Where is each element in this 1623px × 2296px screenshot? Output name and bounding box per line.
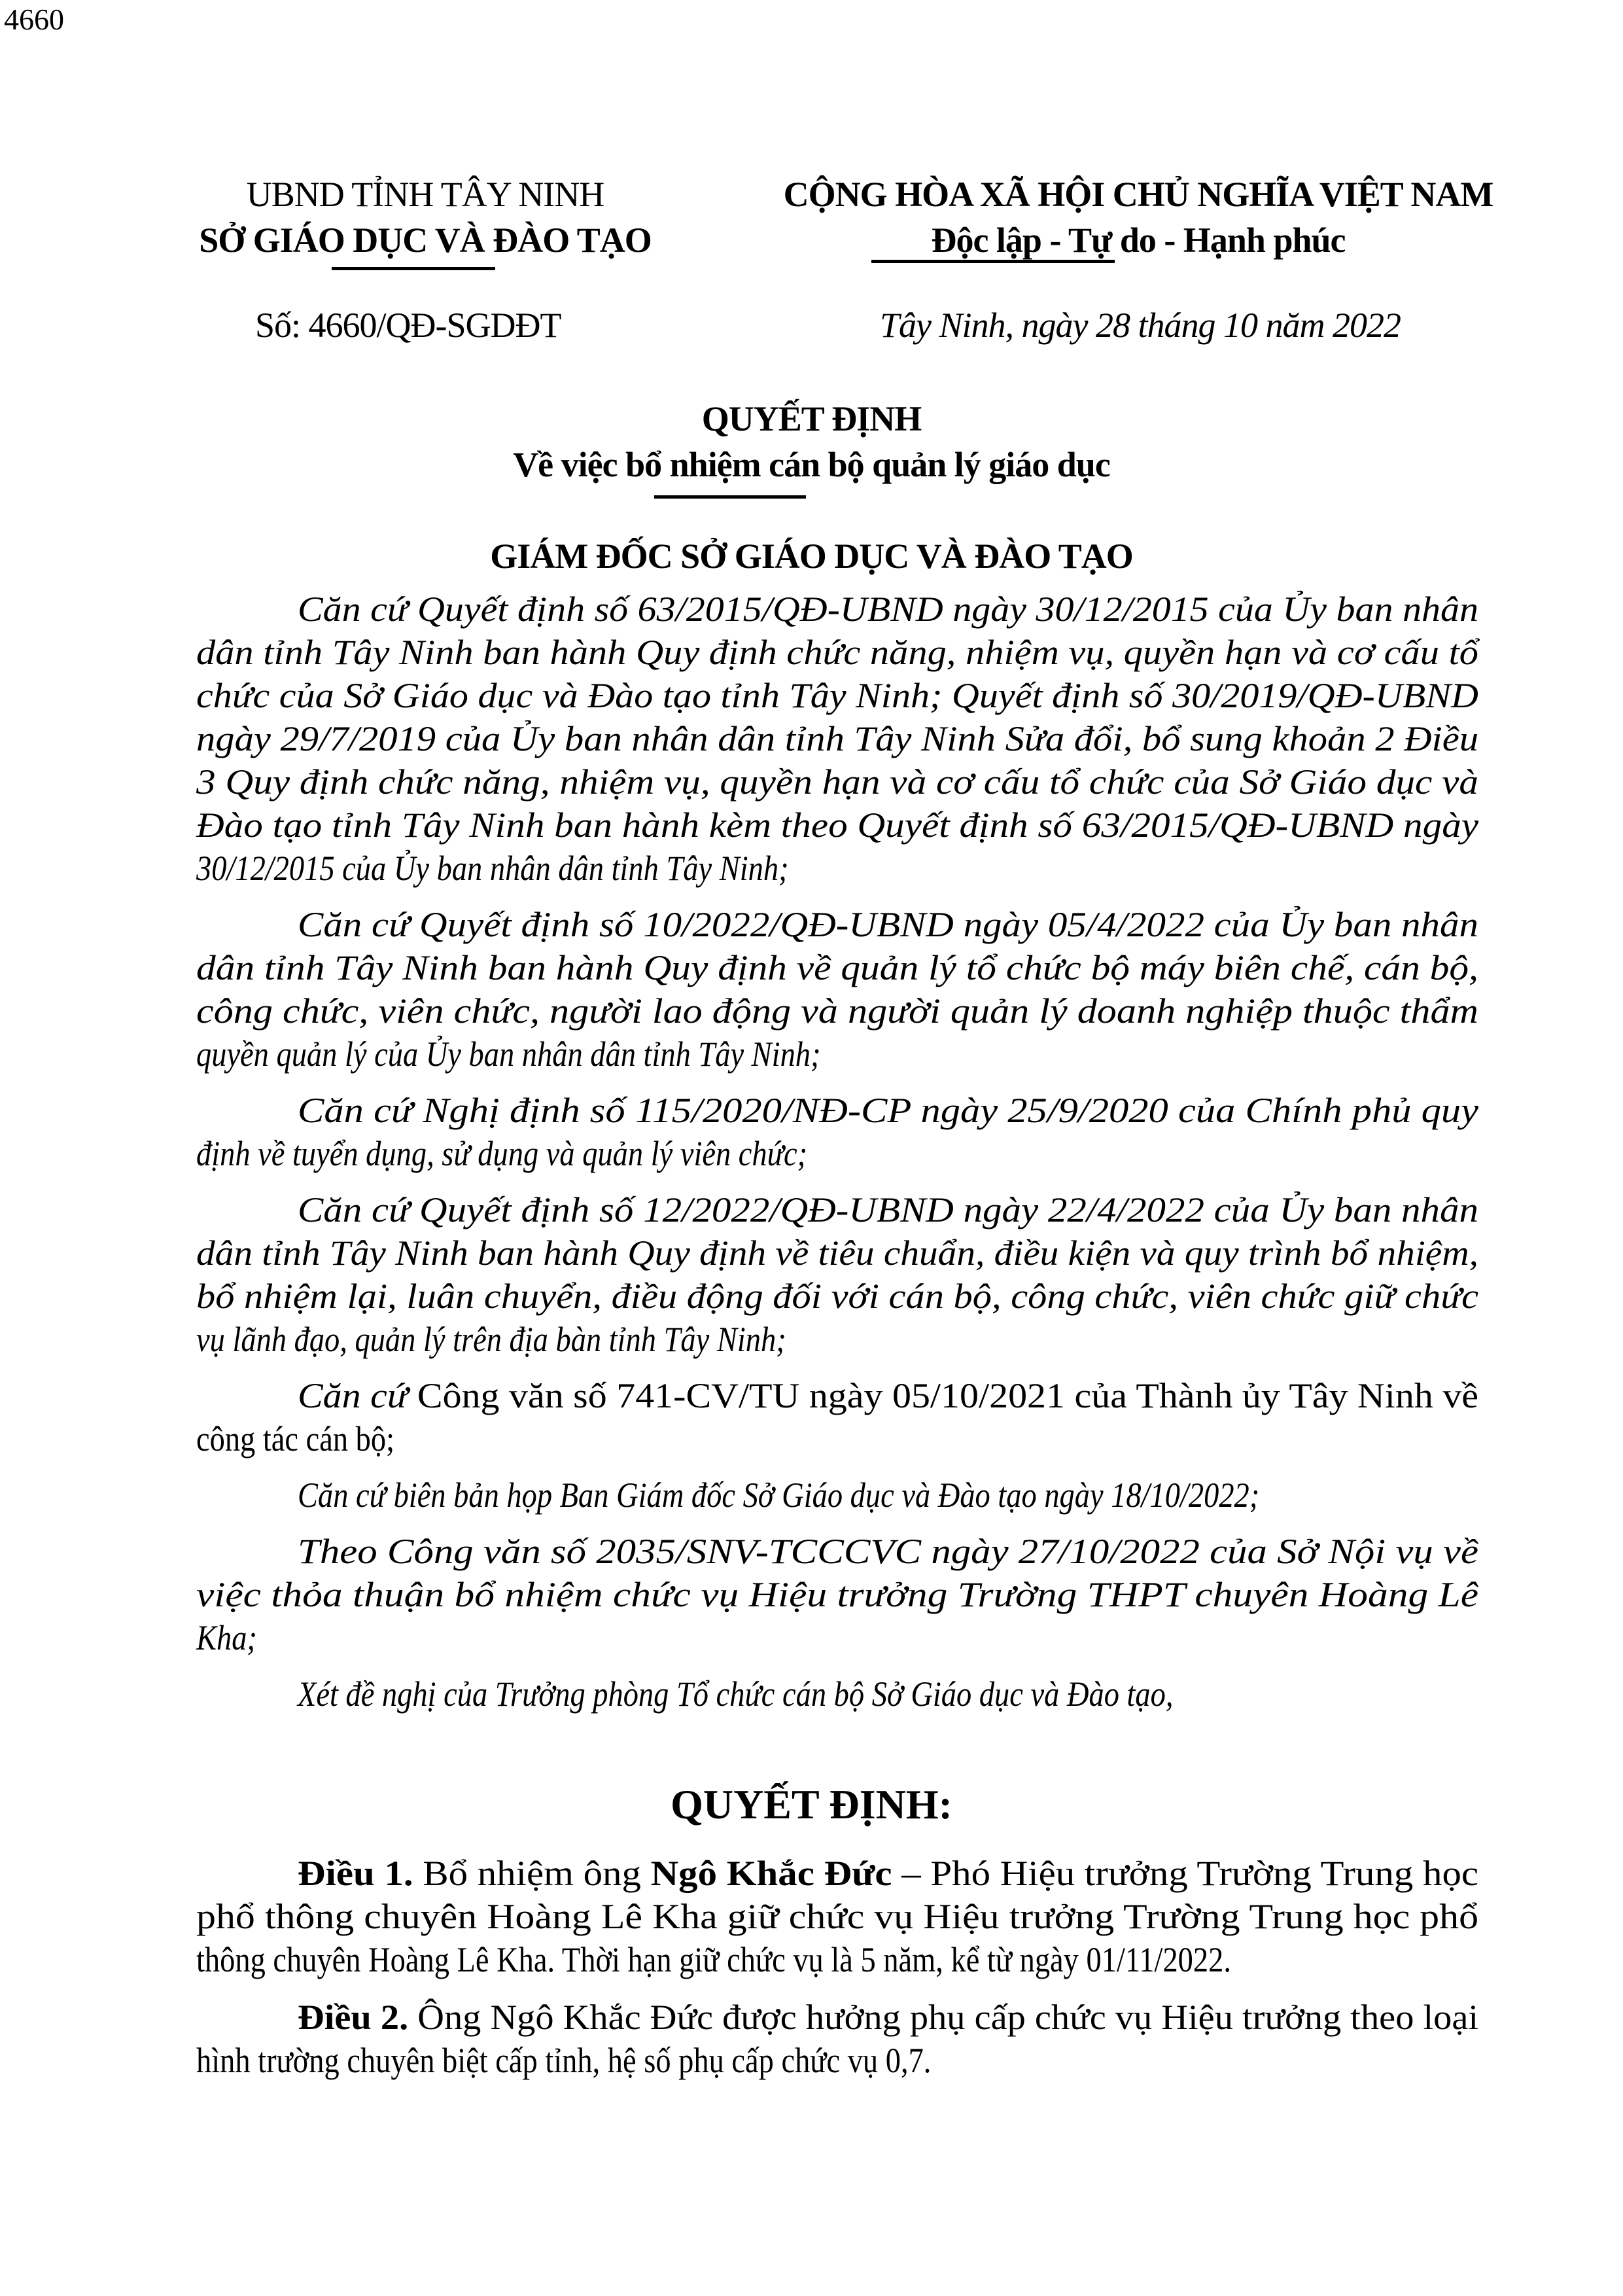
basis-paragraph <box>196 1374 1478 1460</box>
text-line <box>196 1852 1478 1895</box>
basis-text: dân tỉnh Tây Ninh ban hành Quy định về tiêu chuẩn, điều kiện và quy trình bổ nhiệm, <box>196 1233 1478 1273</box>
basis-text: Căn cứ biên bản họp Ban Giám đốc Sở Giáo dục và Đào tạo ngày 18/10/2022; <box>298 1475 1260 1515</box>
article-2 <box>196 1996 1478 2082</box>
basis-text: công tác cán bộ; <box>196 1419 395 1458</box>
basis-text: Căn cứ Quyết định số 63/2015/QĐ-UBND ngày 30/12/2015 của Ủy ban nhân <box>298 590 1478 629</box>
text-line <box>196 1996 1478 2039</box>
legal-bases <box>196 588 1478 1716</box>
text-line <box>196 1318 1478 1361</box>
text-line <box>196 1938 1478 1981</box>
motto: Độc lập - Tự do - Hạnh phúc <box>931 221 1346 260</box>
text-line <box>196 1033 1478 1076</box>
national-motto <box>713 171 1563 263</box>
text-line <box>196 1188 1478 1231</box>
document-subject: Về việc bổ nhiệm cán bộ quản lý giáo dục <box>513 445 1110 484</box>
appointee-name: Ngô Khắc Đức <box>650 1854 892 1893</box>
text-line <box>196 1530 1478 1573</box>
header-right-rule <box>871 260 1115 263</box>
text-line <box>196 903 1478 946</box>
articles <box>196 1852 1478 2082</box>
basis-text: công chức, viên chức, người lao động và người quản lý doanh nghiệp thuộc thẩm <box>196 991 1479 1031</box>
text-line <box>196 760 1478 804</box>
country-name: CỘNG HÒA XÃ HỘI CHỦ NGHĨA VIỆT NAM <box>783 175 1493 214</box>
page-number: 4660 <box>4 3 64 36</box>
issuing-authority <box>157 171 693 263</box>
department-name: SỞ GIÁO DỤC VÀ ĐÀO TẠO <box>199 221 652 260</box>
provincial-committee: UBND TỈNH TÂY NINH <box>246 175 604 214</box>
basis-text: Căn cứ Nghị định số 115/2020/NĐ-CP ngày 25/9/2020 của Chính phủ quy <box>298 1091 1479 1130</box>
basis-text: Xét đề nghị của Trưởng phòng Tổ chức cán bộ Sở Giáo dục và Đào tạo, <box>298 1674 1174 1714</box>
article-text: Bổ nhiệm ông <box>413 1854 651 1893</box>
basis-text: dân tỉnh Tây Ninh ban hành Quy định về quản lý tổ chức bộ máy biên chế, cán bộ, <box>196 948 1478 987</box>
basis-text: chức của Sở Giáo dục và Đào tạo tỉnh Tây Ninh; Quyết định số 30/2019/QĐ-UBND <box>196 676 1478 715</box>
place-and-date: Tây Ninh, ngày 28 tháng 10 năm 2022 <box>880 306 1401 345</box>
text-line <box>196 1672 1478 1716</box>
basis-text: vụ lãnh đạo, quản lý trên địa bàn tỉnh Tây Ninh; <box>196 1320 786 1359</box>
article-text: phổ thông chuyên Hoàng Lê Kha giữ chức vụ Hiệu trưởng Trường Trung học phổ <box>196 1897 1479 1936</box>
article-text: hình trường chuyên biệt cấp tỉnh, hệ số phụ cấp chức vụ 0,7. <box>196 2041 932 2080</box>
text-line <box>196 1132 1478 1175</box>
text-line <box>196 1089 1478 1132</box>
text-line <box>196 1275 1478 1318</box>
basis-paragraph <box>196 588 1478 890</box>
basis-text: ngày 29/7/2019 của Ủy ban nhân dân tỉnh Tây Ninh Sửa đổi, bổ sung khoản 2 Điều <box>196 719 1479 758</box>
document-number: Số: 4660/QĐ-SGDĐT <box>255 306 561 345</box>
text-line <box>196 631 1478 674</box>
basis-paragraph <box>196 1530 1478 1659</box>
text-line <box>196 1895 1478 1938</box>
decision-heading: QUYẾT ĐỊNH: <box>671 1781 952 1828</box>
text-line <box>196 946 1478 989</box>
text-line <box>196 1616 1478 1659</box>
text-line <box>196 1474 1478 1517</box>
basis-text: Công văn số 741-CV/TU ngày 05/10/2021 của Thành ủy Tây Ninh về <box>417 1376 1479 1415</box>
article-text: – Phó Hiệu trưởng Trường Trung học <box>892 1854 1479 1893</box>
basis-text: Theo Công văn số 2035/SNV-TCCCVC ngày 27/10/2022 của Sở Nội vụ về <box>298 1532 1478 1571</box>
subject-rule <box>654 495 806 499</box>
document-title: QUYẾT ĐỊNH <box>701 399 922 438</box>
basis-text: việc thỏa thuận bổ nhiệm chức vụ Hiệu trưởng Trường THPT chuyên Hoàng Lê <box>196 1575 1479 1614</box>
text-line <box>196 588 1478 631</box>
basis-text: định về tuyển dụng, sử dụng và quản lý viên chức; <box>196 1134 808 1173</box>
basis-paragraph <box>196 1672 1478 1716</box>
article-1 <box>196 1852 1478 1981</box>
text-line <box>196 1231 1478 1275</box>
text-line <box>196 717 1478 760</box>
basis-paragraph <box>196 1474 1478 1517</box>
basis-paragraph <box>196 1089 1478 1175</box>
text-line <box>196 1374 1478 1417</box>
basis-text: Đào tạo tỉnh Tây Ninh ban hành kèm theo Quyết định số 63/2015/QĐ-UBND ngày <box>196 805 1479 845</box>
basis-text: bổ nhiệm lại, luân chuyển, điều động đối với cán bộ, công chức, viên chức giữ chức <box>196 1277 1479 1316</box>
basis-text: 3 Quy định chức năng, nhiệm vụ, quyền hạn và cơ cấu tổ chức của Sở Giáo dục và <box>196 762 1479 802</box>
basis-paragraph <box>196 1188 1478 1361</box>
text-line <box>196 2039 1478 2082</box>
text-line <box>196 804 1478 847</box>
text-line <box>196 1417 1478 1460</box>
authority-title: GIÁM ĐỐC SỞ GIÁO DỤC VÀ ĐÀO TẠO <box>490 537 1133 576</box>
text-line <box>196 847 1478 890</box>
basis-text: Kha; <box>196 1618 257 1657</box>
article-label: Điều 1. <box>298 1854 413 1893</box>
header-left-rule <box>332 267 495 270</box>
article-text: Ông Ngô Khắc Đức được hưởng phụ cấp chức vụ Hiệu trưởng theo loại <box>408 1998 1479 2037</box>
basis-paragraph <box>196 903 1478 1076</box>
article-label: Điều 2. <box>298 1998 409 2037</box>
text-line <box>196 1573 1478 1616</box>
basis-text: Căn cứ Quyết định số 10/2022/QĐ-UBND ngày 05/4/2022 của Ủy ban nhân <box>298 905 1478 944</box>
basis-text: dân tỉnh Tây Ninh ban hành Quy định chức năng, nhiệm vụ, quyền hạn và cơ cấu tổ <box>196 633 1479 672</box>
basis-text: 30/12/2015 của Ủy ban nhân dân tỉnh Tây Ninh; <box>196 849 789 888</box>
text-line <box>196 989 1478 1033</box>
basis-text: quyền quản lý của Ủy ban nhân dân tỉnh Tây Ninh; <box>196 1034 821 1074</box>
text-line <box>196 674 1478 717</box>
basis-prefix: Căn cứ <box>298 1376 417 1415</box>
basis-text: Căn cứ Quyết định số 12/2022/QĐ-UBND ngày 22/4/2022 của Ủy ban nhân <box>298 1190 1478 1229</box>
article-text: thông chuyên Hoàng Lê Kha. Thời hạn giữ chức vụ là 5 năm, kể từ ngày 01/11/2022. <box>196 1940 1231 1979</box>
